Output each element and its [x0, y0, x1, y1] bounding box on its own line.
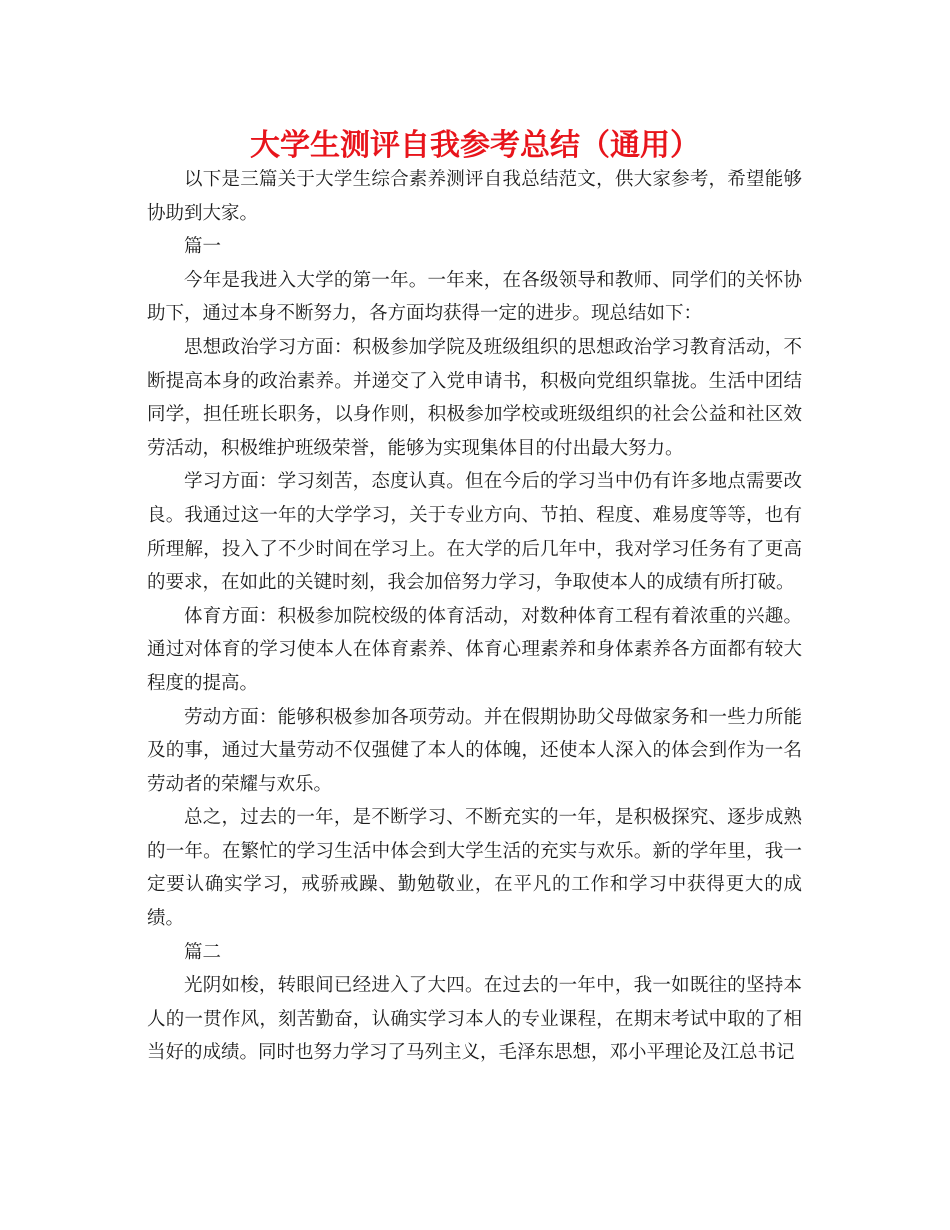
- paragraph-politics: 思想政治学习方面：积极参加学院及班级组织的思想政治学习教育活动，不断提高本身的政治素养。并递交了入党申请书，积极向党组织靠拢。生活中团结同学，担任班长职务，以身作则，积极参加学校或班级组织的社会公益和社区效劳活动，积极维护班级荣誉，能够为实现集体目的付出最大努力。: [147, 336, 802, 459]
- document-title: 大学生测评自我参考总结（通用）: [250, 128, 700, 163]
- paragraph-summary: 总之，过去的一年，是不断学习、不断充实的一年，是积极探究、逐步成熟的一年。在繁忙的学习生活中体会到大学生活的充实与欢乐。新的学年里，我一定要认确实学习，戒骄戒躁、勤勉敬业，在平凡的工作和学习中获得更大的成绩。: [147, 807, 802, 930]
- section-heading-1: 篇一: [184, 236, 222, 258]
- intro-paragraph: 以下是三篇关于大学生综合素养测评自我总结范文，供大家参考，希望能够协助到大家。: [147, 169, 802, 224]
- section-heading-2: 篇二: [184, 941, 222, 963]
- paragraph-labor: 劳动方面：能够积极参加各项劳动。并在假期协助父母做家务和一些力所能及的事，通过大量劳动不仅强健了本人的体魄，还使本人深入的体会到作为一名劳动者的荣耀与欢乐。: [147, 706, 802, 795]
- paragraph-sports: 体育方面：积极参加院校级的体育活动，对数种体育工程有着浓重的兴趣。通过对体育的学习使本人在体育素养、体育心理素养和身体素养各方面都有较大程度的提高。: [147, 605, 802, 694]
- paragraph-opening: 今年是我进入大学的第一年。一年来，在各级领导和教师、同学们的关怀协助下，通过本身不断努力，各方面均获得一定的进步。现总结如下：: [147, 269, 802, 325]
- paragraph-study: 学习方面：学习刻苦，态度认真。但在今后的学习当中仍有许多地点需要改良。我通过这一年的大学学习，关于专业方向、节拍、程度、难易度等等，也有所理解，投入了不少时间在学习上。在大学的后几年中，我对学习任务有了更高的要求，在如此的关键时刻，我会加倍努力学习，争取使本人的成绩有所打破。: [147, 471, 802, 594]
- document-body: [147, 163, 802, 1070]
- paragraph-part-two: 光阴如梭，转眼间已经进入了大四。在过去的一年中，我一如既往的坚持本人的一贯作风，刻苦勤奋，认确实学习本人的专业课程，在期末考试中取的了相当好的成绩。同时也努力学习了马列主义，毛泽东思想，邓小平理论及江总书记: [147, 975, 802, 1064]
